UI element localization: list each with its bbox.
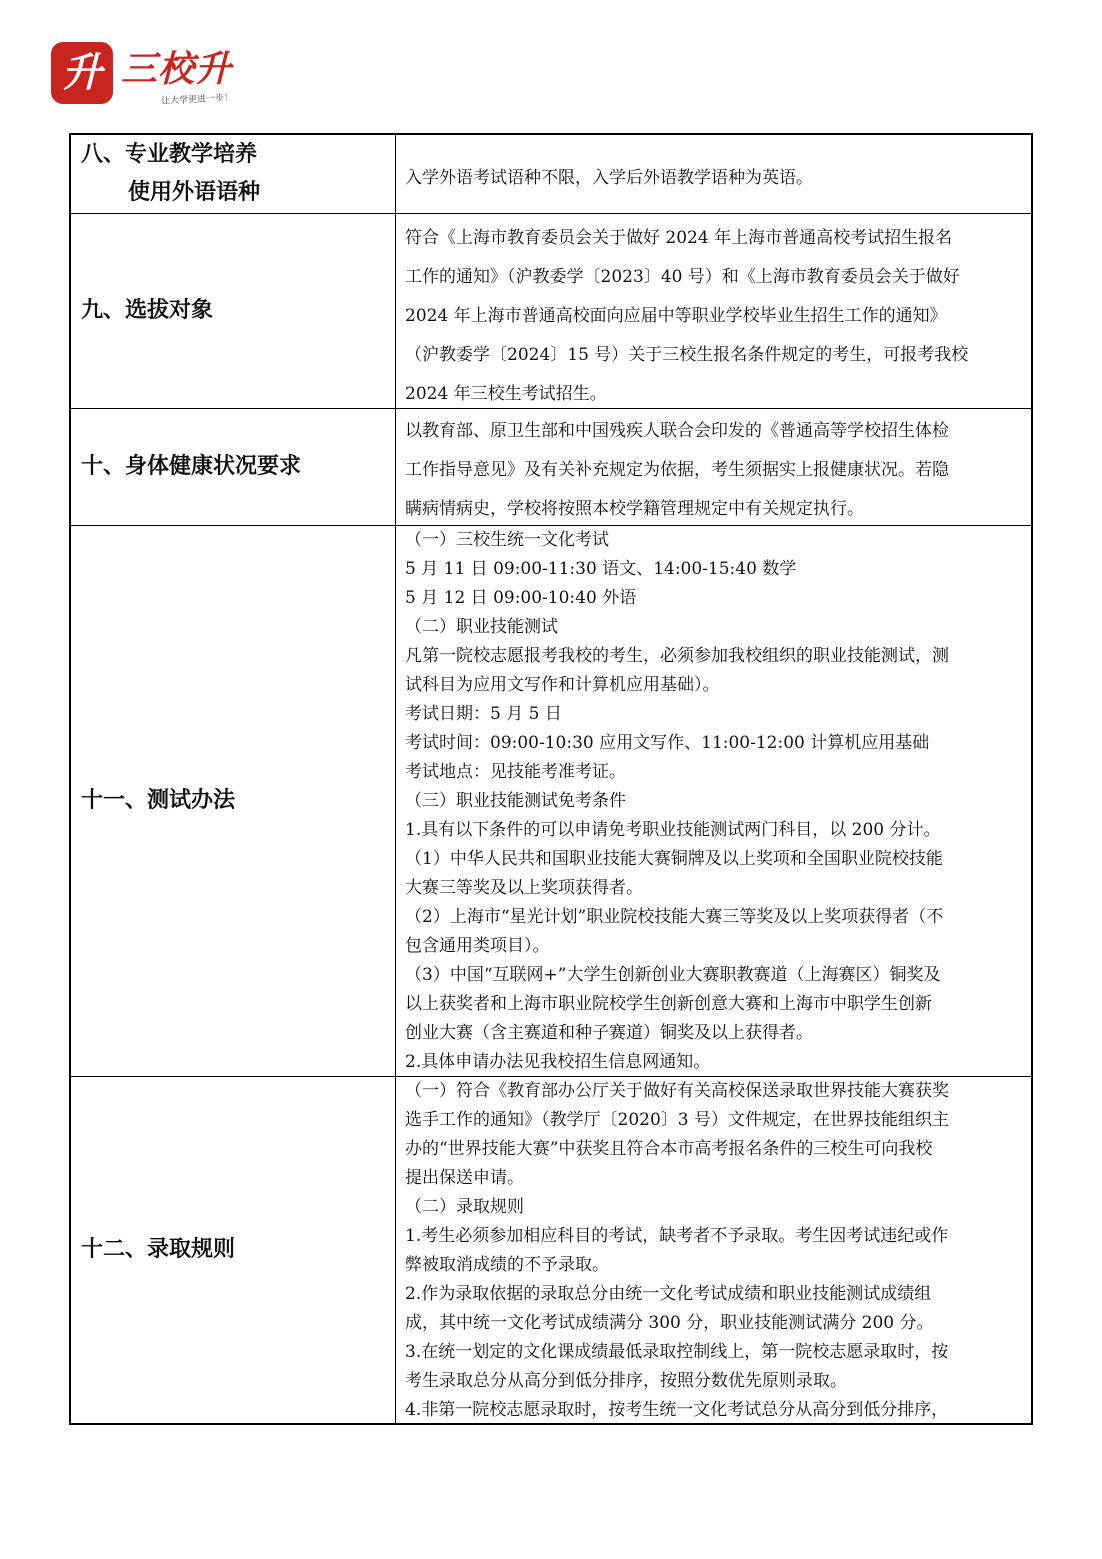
content-line: 5 月 11 日 09:00-11:30 语文、14:00-15:40 数学 <box>405 559 797 579</box>
row-label-line: 十二、录取规则 <box>81 1237 236 1262</box>
content-line: （一）符合《教育部办公厅关于做好有关高校保送录取世界技能大赛获奖 <box>405 1081 949 1101</box>
content-line: （二）录取规则 <box>405 1197 524 1217</box>
content-line: 2024 年三校生考试招生。 <box>405 384 607 404</box>
content-line: （2）上海市“星光计划”职业院校技能大赛三等奖及以上奖项获得者（不 <box>405 907 944 927</box>
content-line: 2024 年上海市普通高校面向应届中等职业学校毕业生招生工作的通知》 <box>405 306 947 326</box>
row-label-line: 九、选拔对象 <box>81 298 214 323</box>
content-line: 大赛三等奖及以上奖项获得者。 <box>405 878 643 898</box>
row-label <box>71 1077 396 1423</box>
content-line: 以上获奖者和上海市职业院校学生创新创意大赛和上海市中职学生创新 <box>405 994 932 1014</box>
content-line: 瞒病情病史，学校将按照本校学籍管理规定中有关规定执行。 <box>405 499 864 519</box>
content-line: 入学外语考试语种不限，入学后外语教学语种为英语。 <box>405 168 813 188</box>
content-line: 工作的通知》（沪教委学〔2023〕40 号）和《上海市教育委员会关于做好 <box>405 267 960 287</box>
content-line: 以教育部、原卫生部和中国残疾人联合会印发的《普通高等学校招生体检 <box>405 421 949 441</box>
content-line: 弊被取消成绩的不予录取。 <box>405 1255 609 1275</box>
content-line: 包含通用类项目）。 <box>405 936 550 956</box>
table-row <box>71 1077 1031 1425</box>
content-line: （1）中华人民共和国职业技能大赛铜牌及以上奖项和全国职业院校技能 <box>405 849 943 869</box>
content-line: 1.具有以下条件的可以申请免考职业技能测试两门科目，以 200 分计。 <box>405 820 941 840</box>
logo-slogan: 让大学更进一步！ <box>160 93 234 107</box>
content-line: 考试时间：09:00-10:30 应用文写作、11:00-12:00 计算机应用基础 <box>405 733 930 753</box>
row-content <box>396 409 1031 525</box>
logo-name: 三校升 <box>121 49 233 90</box>
row-content <box>396 214 1031 408</box>
row-label <box>71 526 396 1076</box>
content-line: （三）职业技能测试免考条件 <box>405 791 626 811</box>
row-content <box>396 526 1031 1076</box>
content-line: 2.具体申请办法见我校招生信息网通知。 <box>405 1052 711 1072</box>
row-label-line: 十一、测试办法 <box>81 788 236 813</box>
content-line: 5 月 12 日 09:00-10:40 外语 <box>405 588 637 608</box>
row-content <box>396 135 1031 213</box>
content-line: 工作指导意见》及有关补充规定为依据，考生须据实上报健康状况。若隐 <box>405 460 949 480</box>
row-label-line: 十、身体健康状况要求 <box>81 454 302 479</box>
content-line: 试科目为应用文写作和计算机应用基础）。 <box>405 675 720 695</box>
content-line: （一）三校生统一文化考试 <box>405 530 609 550</box>
content-line: 提出保送申请。 <box>405 1168 524 1188</box>
content-line: 选手工作的通知》（教学厅〔2020〕3 号）文件规定，在世界技能组织主 <box>405 1110 949 1130</box>
content-line: 考试日期：5 月 5 日 <box>405 704 562 724</box>
row-label <box>71 135 396 213</box>
logo-glyph: 升 <box>62 50 102 96</box>
content-line: 凡第一院校志愿报考我校的考生，必须参加我校组织的职业技能测试，测 <box>405 646 949 666</box>
content-line: 办的“世界技能大赛”中获奖且符合本市高考报名条件的三校生可向我校 <box>405 1139 933 1159</box>
logo <box>51 42 271 106</box>
table-row <box>71 409 1031 526</box>
content-line: （二）职业技能测试 <box>405 617 558 637</box>
content-line: 符合《上海市教育委员会关于做好 2024 年上海市普通高校考试招生报名 <box>405 228 953 248</box>
logo-mark <box>51 42 113 104</box>
content-line: 考试地点：见技能考准考证。 <box>405 762 626 782</box>
content-line: 3.在统一划定的文化课成绩最低录取控制线上，第一院校志愿录取时，按 <box>405 1342 949 1362</box>
content-line: （3）中国“互联网+”大学生创新创业大赛职教赛道（上海赛区）铜奖及 <box>405 965 941 985</box>
row-content <box>396 1077 1031 1423</box>
table-row <box>71 526 1031 1077</box>
content-line: 4.非第一院校志愿录取时，按考生统一文化考试总分从高分到低分排序， <box>405 1400 949 1420</box>
content-line: 成，其中统一文化考试成绩满分 300 分，职业技能测试满分 200 分。 <box>405 1313 934 1333</box>
content-line: 考生录取总分从高分到低分排序，按照分数优先原则录取。 <box>405 1371 847 1391</box>
row-label <box>71 214 396 408</box>
content-line: （沪教委学〔2024〕15 号）关于三校生报名条件规定的考生，可报考我校 <box>405 345 969 365</box>
row-label <box>71 409 396 525</box>
admission-table <box>69 133 1033 1425</box>
content-line: 2.作为录取依据的录取总分由统一文化考试成绩和职业技能测试成绩组 <box>405 1284 932 1304</box>
row-label-line: 八、专业教学培养 <box>81 142 258 167</box>
content-line: 创业大赛（含主赛道和种子赛道）铜奖及以上获得者。 <box>405 1023 813 1043</box>
row-label-line: 使用外语语种 <box>128 180 261 205</box>
table-row <box>71 135 1031 214</box>
content-line: 1.考生必须参加相应科目的考试，缺考者不予录取。考生因考试违纪或作 <box>405 1226 949 1246</box>
table-row <box>71 214 1031 409</box>
